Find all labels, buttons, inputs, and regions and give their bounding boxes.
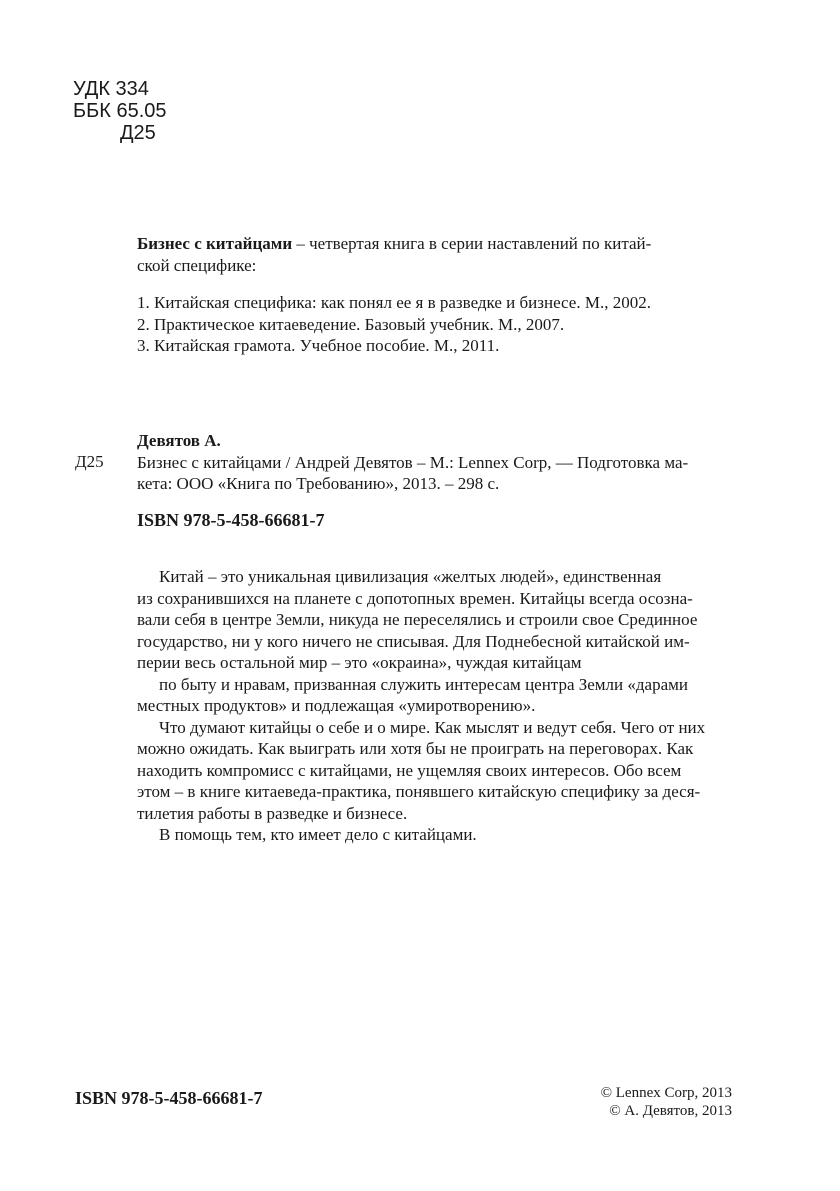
intro-text: – четвертая книга в серии наставлений по китай- <box>292 234 652 253</box>
annotation-line: В помощь тем, кто имеет дело с китайцами. <box>159 825 477 844</box>
annotation-line: Китай – это уникальная цивилизация «желтых людей», единственная <box>159 567 662 586</box>
copyright-line: © А. Девятов, 2013 <box>609 1103 732 1119</box>
annotation-line: местных продуктов» и подлежащая «умиротворению». <box>137 696 536 715</box>
catalog-author: Девятов А. <box>137 431 221 450</box>
intro-text-cont: ской специфике: <box>137 255 257 275</box>
annotation-line: по быту и нравам, призванная служить интересам центра Земли «дарами <box>159 674 688 694</box>
annotation-line: государство, ни у кого ничего не списывая. Для Поднебесной китайской им- <box>137 631 690 651</box>
series-item: 2. Практическое китаеведение. Базовый учебник. М., 2007. <box>137 314 565 334</box>
series-item: 1. Китайская специфика: как понял ее я в разведке и бизнесе. М., 2002. <box>137 293 651 312</box>
annotation-line: Что думают китайцы о себе и о мире. Как мыслят и ведут себя. Чего от них <box>159 717 706 737</box>
copyright-line: © Lennex Corp, 2013 <box>600 1085 732 1101</box>
annotation-line: можно ожидать. Как выиграть или хотя бы не проиграть на переговорах. Как <box>137 739 694 758</box>
catalog-code: Д25 <box>75 452 104 471</box>
annotation-line: тилетия работы в разведке и бизнесе. <box>137 803 408 823</box>
bbk-code: ББК 65.05 <box>73 100 167 122</box>
isbn-footer: ISBN 978-5-458-66681-7 <box>75 1088 263 1108</box>
annotation-line: вали себя в центре Земли, никуда не переселялись и строили свое Срединное <box>137 610 698 629</box>
annotation-line: из сохранившихся на планете с допотопных времен. Китайцы всегда осозна- <box>137 588 693 608</box>
catalog-line: кета: ООО «Книга по Требованию», 2013. – 298 с. <box>137 474 500 493</box>
udk-code: УДК 334 <box>73 78 149 100</box>
classification-block <box>73 78 167 144</box>
series-intro <box>137 233 735 276</box>
book-title: Бизнес с китайцами <box>137 234 293 253</box>
copyright-block <box>601 1084 732 1120</box>
series-list <box>137 292 735 357</box>
catalog-entry <box>137 430 735 495</box>
annotation-line: находить компромисс с китайцами, не ущемляя своих интересов. Обо всем <box>137 760 682 780</box>
catalog-line: Бизнес с китайцами / Андрей Девятов – М.: Lennex Corp, — Подготовка ма- <box>137 452 689 472</box>
annotation-line: перии весь остальной мир – это «окраина», чуждая китайцам <box>137 653 582 672</box>
annotation-line: этом – в книге китаеведа-практика, понявшего китайскую специфику за деся- <box>137 782 701 801</box>
annotation <box>137 566 735 846</box>
isbn-main: ISBN 978-5-458-66681-7 <box>137 510 325 530</box>
author-sign: Д25 <box>120 122 156 144</box>
series-item: 3. Китайская грамота. Учебное пособие. М., 2011. <box>137 336 500 355</box>
